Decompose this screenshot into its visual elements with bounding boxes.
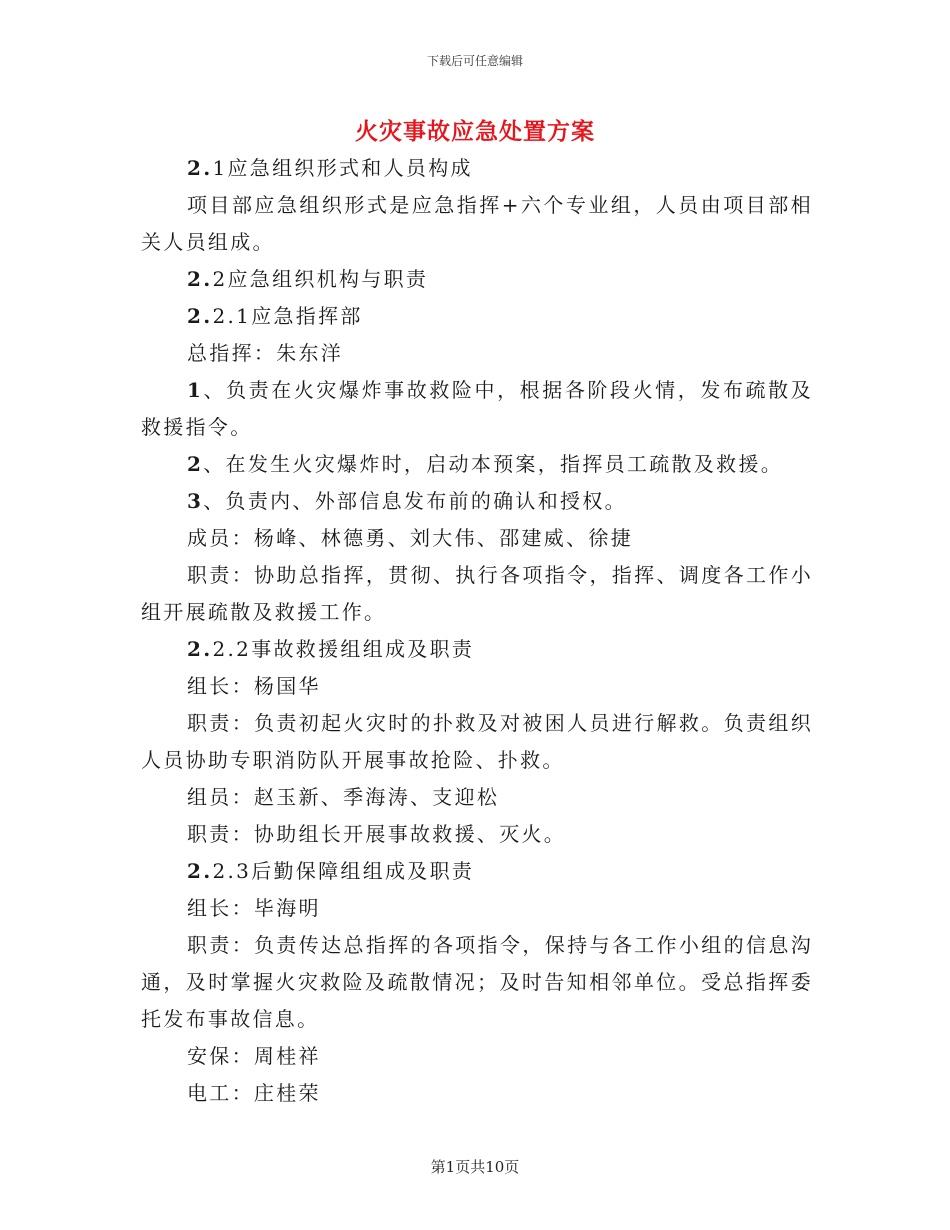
- section-number: 2.: [187, 156, 213, 180]
- paragraph-text: 组长：杨国华: [187, 674, 321, 698]
- paragraph: [141, 187, 813, 261]
- paragraph-text: 2.1应急指挥部: [212, 304, 363, 328]
- paragraph-text: 组员：赵玉新、季海涛、支迎松: [187, 785, 500, 809]
- section-heading: [141, 150, 813, 187]
- paragraph-text: 总指挥：朱东洋: [187, 341, 344, 365]
- paragraph-text: 2应急组织机构与职责: [212, 267, 429, 291]
- list-item: [141, 372, 813, 446]
- document-body: [141, 150, 813, 1112]
- header-note: 下载后可任意编辑: [426, 54, 523, 68]
- section-heading: [141, 298, 813, 335]
- paragraph: [141, 816, 813, 853]
- paragraph-text: 、在发生火灾爆炸时，启动本预案，指挥员工疏散及救援。: [203, 452, 784, 476]
- paragraph-text: 职责：协助总指挥，贯彻、执行各项指令，指挥、调度各工作小组开展疏散及救援工作。: [141, 563, 813, 624]
- paragraph-text: 、负责在火灾爆炸事故救险中，根据各阶段火情，发布疏散及救援指令。: [141, 378, 813, 439]
- paragraph-text: 1应急组织形式和人员构成: [212, 156, 473, 180]
- paragraph: [141, 705, 813, 779]
- paragraph: [141, 779, 813, 816]
- item-number: 2: [187, 452, 204, 476]
- list-item: [141, 446, 813, 483]
- paragraph-text: 、负责内、外部信息发布前的确认和授权。: [203, 489, 627, 513]
- list-item: [141, 483, 813, 520]
- paragraph-text: 安保：周桂祥: [187, 1044, 321, 1068]
- section-heading: [141, 631, 813, 668]
- section-number: 2.: [187, 637, 213, 661]
- paragraph-text: 2.3后勤保障组组成及职责: [212, 859, 475, 883]
- item-number: 1: [187, 378, 204, 402]
- paragraph: [141, 1075, 813, 1112]
- paragraph-text: 职责：负责初起火灾时的扑救及对被困人员进行解救。负责组织人员协助专职消防队开展事故抢险、扑救。: [141, 711, 813, 772]
- paragraph-text: 职责：协助组长开展事故救援、灭火。: [187, 822, 567, 846]
- item-number: 3: [187, 489, 204, 513]
- paragraph-text: 电工：庄桂荣: [187, 1081, 321, 1105]
- paragraph-text: 项目部应急组织形式是应急指挥+六个专业组，人员由项目部相关人员组成。: [141, 193, 813, 254]
- paragraph: [141, 335, 813, 372]
- section-number: 2.: [187, 267, 213, 291]
- section-number: 2.: [187, 859, 213, 883]
- paragraph: [141, 520, 813, 557]
- paragraph-text: 职责：负责传达总指挥的各项指令，保持与各工作小组的信息沟通，及时掌握火灾救险及疏散情况；及时告知相邻单位。受总指挥委托发布事故信息。: [141, 933, 813, 1031]
- paragraph-text: 成员：杨峰、林德勇、刘大伟、邵建威、徐捷: [187, 526, 633, 550]
- section-heading: [141, 853, 813, 890]
- paragraph: [141, 1038, 813, 1075]
- paragraph: [141, 890, 813, 927]
- section-number: 2.: [187, 304, 213, 328]
- section-heading: [141, 261, 813, 298]
- paragraph-text: 组长：毕海明: [187, 896, 321, 920]
- paragraph-text: 2.2事故救援组组成及职责: [212, 637, 475, 661]
- page-number-footer: 第1页共10页: [430, 1158, 520, 1176]
- paragraph: [141, 668, 813, 705]
- paragraph: [141, 557, 813, 631]
- paragraph: [141, 927, 813, 1038]
- document-title: 火灾事故应急处置方案: [355, 118, 595, 145]
